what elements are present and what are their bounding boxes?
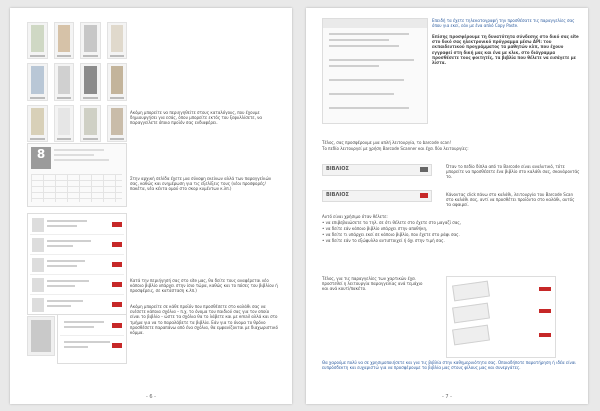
catalog-item[interactable] bbox=[54, 22, 75, 59]
catalog-thumbnails bbox=[27, 22, 127, 142]
uses-bullet: • να δείτε εάν κάποιο βιβλίο υπάρχει στην αποθήκη, bbox=[322, 226, 428, 231]
catalog-item[interactable] bbox=[27, 105, 48, 142]
barcode-bar-remove[interactable] bbox=[322, 190, 432, 202]
copy-paste-description: Επειδή τα έχετε τηλεκαταγραφή την προσθέσατε τις παραγγελίες σας όπου για εκεί, εάν με ένα απλό Copy Paste. bbox=[432, 18, 575, 29]
browsing-description: Κατά την περιήγησή σας στο site μας, θα δείτε τους αναφέρεται νέο κάποιο βιβλίο υπάρχει στην ίσιο τώρα, καθώς και το πόσες του βιβλίου ή προσφέρεις, σε κατάσταση κ.λπ.) bbox=[130, 278, 278, 294]
uses-bullet: • να επιβεβαιώσετε τα τηλ. σε ότι θέλετε στο έχετε στο μαγαζί σας, bbox=[322, 220, 462, 225]
cart-comments-description: Ακόμη μπορείτε σε κάθε προϊόν που προσθέσετε στο καλάθι σας να ενέσετε κάποια σχόλια – π.χ. το όνομα του παιδιού σας για τον οποίο είναι το βιβλίο – ώστε τα σχόλια θα το λάβετε και με email αλλά και στο τμήμα για να το παραλάβετε τα βιβλία. Εάν για το όνομα το θρόνο προσθέσετε παραπάνω από ένα σχόλια, θα εμφανίζονται με διαχωριστικό κόμμα. bbox=[130, 304, 278, 336]
catalog-item[interactable] bbox=[54, 105, 75, 142]
calendar-screenshot bbox=[27, 143, 127, 207]
barcode-toggle[interactable] bbox=[420, 193, 428, 198]
stationery-description: Τέλος, για τις παραγγελίες των χαρτικών έχει προστεθεί η λειτουργία παραγγελίας ανά τεμάχιο και ανά κουτί/πακέτο. bbox=[322, 276, 423, 292]
barcode-intro-2: Το πεδίο λειτουργεί με χρήση Barcode Scanner και έχει δύο λειτουργίες: bbox=[322, 146, 469, 151]
home-summary-description: Στην αρχική σελίδα έχετε μια σύνοψη εκείνων αλλά των παραγγελιών σας, καθώς και ενημέρωση για τις εξελίξεις τους (νέοι προσφορές/πακέτα, νέα κέντα ομού στο σκορ κυμέντων κ.λπ.) bbox=[130, 176, 272, 192]
right-page bbox=[306, 8, 588, 404]
stationery-screenshot bbox=[446, 276, 556, 358]
date-tile: 8 bbox=[31, 147, 51, 169]
catalog-item[interactable] bbox=[107, 63, 128, 100]
catalog-item[interactable] bbox=[80, 63, 101, 100]
brand-logo: ΒΙΒΛΙΟΣ bbox=[326, 192, 349, 198]
uses-title: Αυτό είναι χρήσιμο όταν θέλετε: bbox=[322, 214, 388, 219]
catalog-description: Ακόμη μπορείτε να περιηγηθείτε στους καταλόγους, που έχουμε δημιουργήσει για εσάς, όπου μπορείτε εκτός του ξεφυλλίσετε, να παραγγείλετε όποιο προϊόν σας ενδιαφέρει. bbox=[130, 110, 262, 126]
catalog-item[interactable] bbox=[80, 22, 101, 59]
catalog-item[interactable] bbox=[107, 22, 128, 59]
catalog-item[interactable] bbox=[27, 63, 48, 100]
cart-screenshot bbox=[57, 314, 127, 364]
book-cover-image bbox=[27, 316, 55, 356]
barcode-toggle[interactable] bbox=[420, 167, 428, 172]
brand-logo: ΒΙΒΛΙΟΣ bbox=[326, 166, 349, 172]
api-description: Επίσης προσφέρουμε τη δυνατότητα σύνδεσης στο δικό σας site στο δικό σας ηλεκτρονικό πρόγραμμα μέσω API: του εκπαιδευτικού προγράμματος τα μαθητών κλπ, που έχουν εγγραφεί στη δική μας και ένα με κλικ, στο διάγραμμα προσθέσετε τους φοιτητές, τα βιβλία που θέλετε να εισάγετε με λίστα. bbox=[432, 34, 579, 66]
catalog-item[interactable] bbox=[107, 105, 128, 142]
uses-bullet: • να δείτε εάν το εξώφυλλο αντιστοιχεί ή όχι στην τιμή σας. bbox=[322, 238, 445, 243]
order-form-screenshot bbox=[322, 18, 428, 124]
left-page bbox=[10, 8, 292, 404]
product-list-screenshot bbox=[27, 213, 127, 315]
uses-bullet: • να δείτε τι υπάρχει εκεί σε κάποιο βιβλίο, που έχετε στο ράφι σας. bbox=[322, 232, 460, 237]
catalog-item[interactable] bbox=[27, 22, 48, 59]
barcode-add-description: Όταν το πεδίο δίπλα από το Barcode είναι αναλυτικό, τότε μπορείτε να προσθέσετε ένα βιβλίο στο καλάθι σας, σκανάροντάς το. bbox=[446, 164, 580, 180]
barcode-intro: Τέλος, σας προσφέρουμε μια απλή λειτουργία, το barcode scan! bbox=[322, 140, 452, 145]
barcode-remove-description: Κάνοντας click πάνω στο καλάθι, λειτουργία του Barcode Scan στο καλάθι σας, αντί να προσθέτει προϊόντα στο καλάθι, αυτός τα αφαιρεί. bbox=[446, 192, 575, 208]
barcode-bar-add[interactable] bbox=[322, 164, 432, 176]
closing-note: Θα χαρούμε πολύ να σε χρησιμοποιήσετε και για τις βιβλία στην καθημερινότητα σας. Οποιαδήποτε παρατήρηση ή ιδέα είναι ευπρόσδεκτη και ευχαριστώ για να προσφέρουμε τα βιβλία μας στους φίλους μας και συνεργάτες. bbox=[322, 360, 576, 371]
page-number: - 6 - bbox=[146, 394, 156, 400]
page-number: - 7 - bbox=[442, 394, 452, 400]
catalog-item[interactable] bbox=[54, 63, 75, 100]
catalog-item[interactable] bbox=[80, 105, 101, 142]
